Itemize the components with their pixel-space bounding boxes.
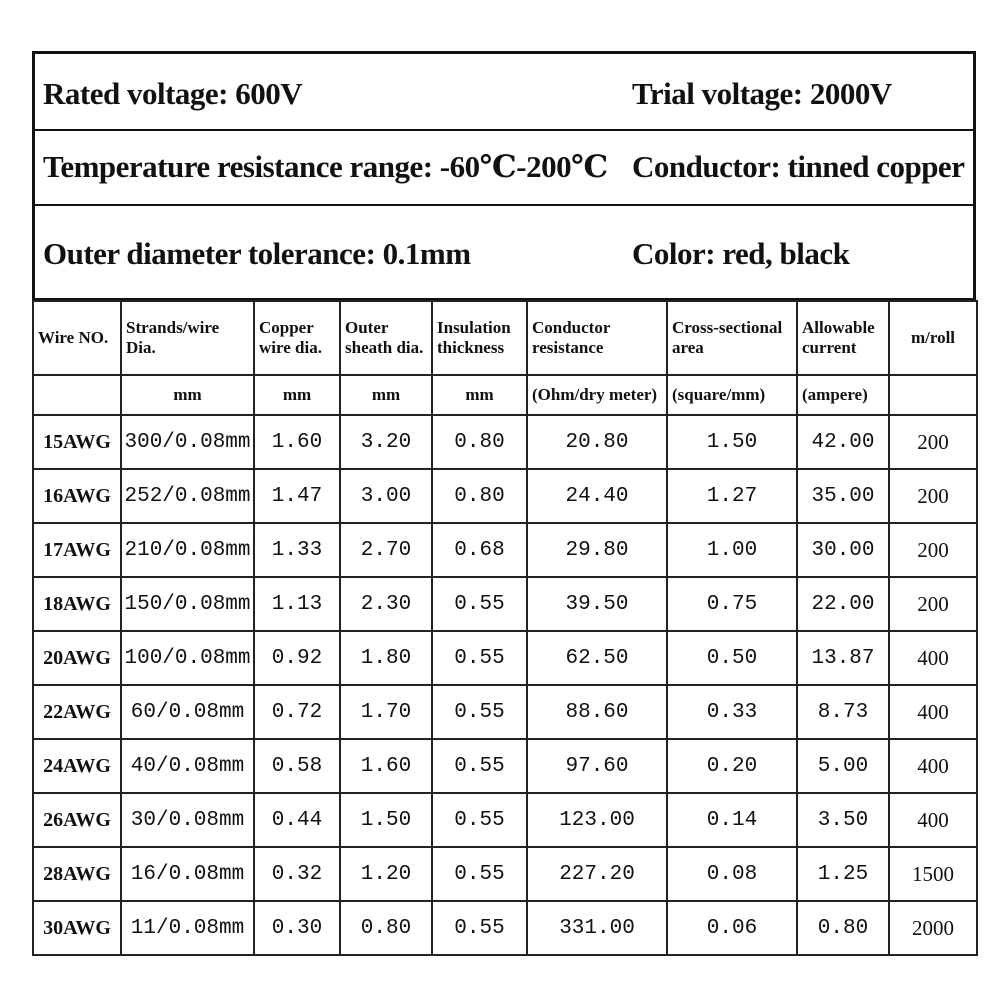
column-header-line2: area: [672, 338, 704, 357]
table-cell: 30/0.08mm: [121, 793, 254, 847]
table-cell: 1.60: [340, 739, 432, 793]
wire-gauge-cell: 28AWG: [33, 847, 121, 901]
table-row: [33, 901, 977, 955]
wire-gauge-cell: 20AWG: [33, 631, 121, 685]
table-cell: 100/0.08mm: [121, 631, 254, 685]
table-row: [33, 739, 977, 793]
table-cell: 0.55: [432, 901, 527, 955]
table-cell: 97.60: [527, 739, 667, 793]
table-cell: 0.50: [667, 631, 797, 685]
table-cell: 0.75: [667, 577, 797, 631]
wire-colors: Color: red, black: [632, 236, 850, 271]
table-cell: 30.00: [797, 523, 889, 577]
table-cell: 1.50: [340, 793, 432, 847]
table-cell: 2.70: [340, 523, 432, 577]
table-cell: 29.80: [527, 523, 667, 577]
column-header-line1: Allowable: [802, 318, 875, 337]
wire-spec-table: [32, 300, 978, 956]
table-cell: 42.00: [797, 415, 889, 469]
wire-gauge-cell: 22AWG: [33, 685, 121, 739]
column-header-line2: current: [802, 338, 857, 357]
specification-box: [32, 51, 976, 301]
table-cell: 1.70: [340, 685, 432, 739]
table-cell: 0.55: [432, 577, 527, 631]
wire-gauge-cell: 24AWG: [33, 739, 121, 793]
table-row: [33, 793, 977, 847]
column-header-line1: Cross-sectional: [672, 318, 783, 337]
table-cell: 0.80: [432, 469, 527, 523]
spec-row-voltage: [35, 54, 973, 131]
wire-gauge-cell: 30AWG: [33, 901, 121, 955]
table-cell: 1.47: [254, 469, 340, 523]
table-cell: 0.32: [254, 847, 340, 901]
table-cell: 39.50: [527, 577, 667, 631]
table-cell: 0.14: [667, 793, 797, 847]
table-cell: 300/0.08mm: [121, 415, 254, 469]
unit-cell: mm: [340, 375, 432, 415]
table-cell: 0.68: [432, 523, 527, 577]
unit-cell: mm: [254, 375, 340, 415]
table-cell: 1.50: [667, 415, 797, 469]
table-cell: 400: [889, 631, 977, 685]
unit-cell: (Ohm/dry meter): [527, 375, 667, 415]
table-cell: 3.20: [340, 415, 432, 469]
table-cell: 0.06: [667, 901, 797, 955]
table-cell: 123.00: [527, 793, 667, 847]
table-row: [33, 847, 977, 901]
temperature-range: Temperature resistance range: -60℃-200℃: [43, 149, 608, 184]
table-cell: 1.00: [667, 523, 797, 577]
table-cell: 0.72: [254, 685, 340, 739]
column-header-line1: Conductor: [532, 318, 611, 337]
table-cell: 8.73: [797, 685, 889, 739]
table-cell: 62.50: [527, 631, 667, 685]
table-cell: 0.55: [432, 793, 527, 847]
table-cell: 0.33: [667, 685, 797, 739]
wire-gauge-cell: 17AWG: [33, 523, 121, 577]
column-header-line2: sheath dia.: [345, 338, 424, 357]
table-cell: 16/0.08mm: [121, 847, 254, 901]
wire-gauge-cell: 26AWG: [33, 793, 121, 847]
column-header: [797, 301, 889, 375]
unit-cell: [889, 375, 977, 415]
table-row: [33, 415, 977, 469]
table-cell: 3.00: [340, 469, 432, 523]
table-cell: 1500: [889, 847, 977, 901]
table-cell: 210/0.08mm: [121, 523, 254, 577]
table-cell: 0.55: [432, 685, 527, 739]
table-cell: 1.60: [254, 415, 340, 469]
column-header-line1: Insulation: [437, 318, 511, 337]
unit-cell: [33, 375, 121, 415]
table-cell: 1.33: [254, 523, 340, 577]
table-cell: 200: [889, 469, 977, 523]
unit-cell: mm: [121, 375, 254, 415]
table-cell: 1.80: [340, 631, 432, 685]
table-cell: 200: [889, 523, 977, 577]
column-header: [667, 301, 797, 375]
table-cell: 200: [889, 577, 977, 631]
diameter-tolerance: Outer diameter tolerance: 0.1mm: [43, 236, 471, 271]
column-header: [33, 301, 121, 375]
table-cell: 400: [889, 739, 977, 793]
column-header: [121, 301, 254, 375]
table-cell: 227.20: [527, 847, 667, 901]
table-cell: 0.55: [432, 739, 527, 793]
table-cell: 331.00: [527, 901, 667, 955]
table-header-row: [33, 301, 977, 375]
unit-cell: (ampere): [797, 375, 889, 415]
table-body: [33, 415, 977, 955]
table-row: [33, 469, 977, 523]
spec-row-tolerance: [35, 206, 973, 301]
column-header-line1: Wire NO.: [38, 328, 109, 347]
column-header: [432, 301, 527, 375]
table-cell: 0.92: [254, 631, 340, 685]
table-row: [33, 631, 977, 685]
column-header-line2: thickness: [437, 338, 505, 357]
table-cell: 0.80: [797, 901, 889, 955]
table-cell: 252/0.08mm: [121, 469, 254, 523]
table-cell: 2.30: [340, 577, 432, 631]
table-cell: 60/0.08mm: [121, 685, 254, 739]
table-cell: 0.20: [667, 739, 797, 793]
table-cell: 0.55: [432, 631, 527, 685]
column-header-line1: Copper: [259, 318, 314, 337]
table-cell: 0.80: [340, 901, 432, 955]
table-cell: 13.87: [797, 631, 889, 685]
table-row: [33, 523, 977, 577]
column-header: [340, 301, 432, 375]
table-cell: 200: [889, 415, 977, 469]
table-cell: 1.25: [797, 847, 889, 901]
table-row: [33, 685, 977, 739]
table-cell: 35.00: [797, 469, 889, 523]
column-header-line1: Outer: [345, 318, 389, 337]
table-cell: 11/0.08mm: [121, 901, 254, 955]
wire-gauge-cell: 15AWG: [33, 415, 121, 469]
table-cell: 20.80: [527, 415, 667, 469]
table-cell: 0.44: [254, 793, 340, 847]
table-cell: 1.20: [340, 847, 432, 901]
table-cell: 24.40: [527, 469, 667, 523]
column-header: [889, 301, 977, 375]
column-header-line2: resistance: [532, 338, 604, 357]
table-cell: 0.58: [254, 739, 340, 793]
table-cell: 0.55: [432, 847, 527, 901]
table-cell: 22.00: [797, 577, 889, 631]
table-units-row: [33, 375, 977, 415]
table-cell: 400: [889, 793, 977, 847]
table-cell: 3.50: [797, 793, 889, 847]
unit-cell: (square/mm): [667, 375, 797, 415]
column-header-line1: Strands/wire Dia.: [126, 318, 220, 357]
rated-voltage: Rated voltage: 600V: [43, 76, 303, 111]
column-header-line2: wire dia.: [259, 338, 322, 357]
conductor-material: Conductor: tinned copper: [632, 149, 965, 184]
table-row: [33, 577, 977, 631]
trial-voltage: Trial voltage: 2000V: [632, 76, 892, 111]
unit-cell: mm: [432, 375, 527, 415]
table-cell: 40/0.08mm: [121, 739, 254, 793]
table-cell: 88.60: [527, 685, 667, 739]
table-cell: 5.00: [797, 739, 889, 793]
table-cell: 0.30: [254, 901, 340, 955]
wire-gauge-cell: 16AWG: [33, 469, 121, 523]
column-header-line1: m/roll: [910, 328, 956, 347]
table-cell: 0.80: [432, 415, 527, 469]
spec-row-temperature: [35, 131, 973, 206]
wire-gauge-cell: 18AWG: [33, 577, 121, 631]
table-cell: 1.13: [254, 577, 340, 631]
table-cell: 2000: [889, 901, 977, 955]
column-header: [254, 301, 340, 375]
table-cell: 1.27: [667, 469, 797, 523]
column-header: [527, 301, 667, 375]
table-cell: 400: [889, 685, 977, 739]
table-cell: 150/0.08mm: [121, 577, 254, 631]
table-cell: 0.08: [667, 847, 797, 901]
